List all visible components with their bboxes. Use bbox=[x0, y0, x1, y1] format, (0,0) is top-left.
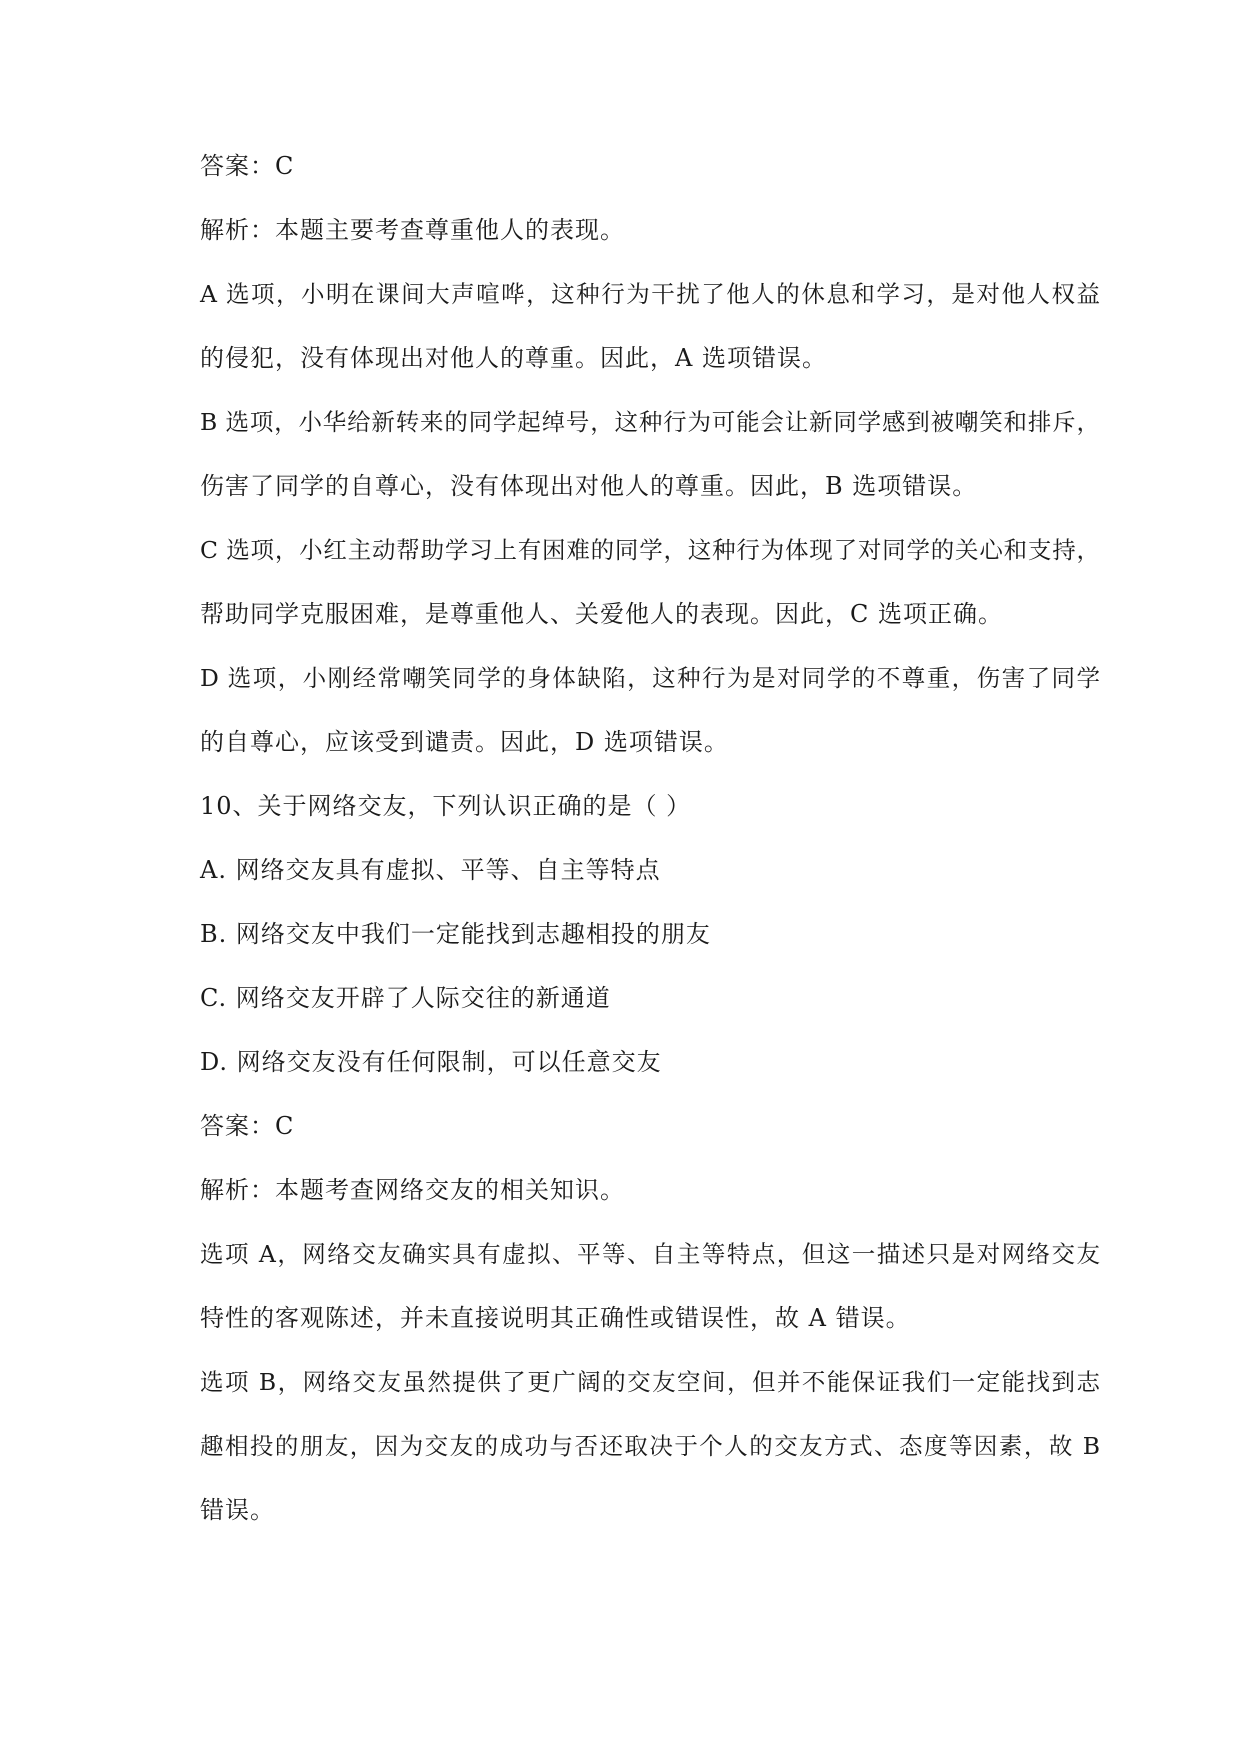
q10-option-b-analysis-line1: 选项 B，网络交友虽然提供了更广阔的交友空间，但并不能保证我们一定能找到志 bbox=[200, 1368, 1100, 1396]
q10-option-a: A. 网络交友具有虚拟、平等、自主等特点 bbox=[200, 856, 661, 884]
q9-option-a-analysis-line1: A 选项，小明在课间大声喧哗，这种行为干扰了他人的休息和学习，是对他人权益 bbox=[200, 280, 1100, 308]
q10-option-a-analysis-line2: 特性的客观陈述，并未直接说明其正确性或错误性，故 A 错误。 bbox=[200, 1304, 911, 1332]
q10-option-a-analysis-line1: 选项 A，网络交友确实具有虚拟、平等、自主等特点，但这一描述只是对网络交友 bbox=[200, 1240, 1100, 1268]
q10-analysis-title: 解析：本题考查网络交友的相关知识。 bbox=[200, 1176, 625, 1204]
q9-option-c-analysis-line1: C 选项，小红主动帮助学习上有困难的同学，这种行为体现了对同学的关心和支持， bbox=[200, 536, 1100, 564]
q9-option-d-analysis-line2: 的自尊心，应该受到谴责。因此，D 选项错误。 bbox=[200, 728, 729, 756]
q10-option-c: C. 网络交友开辟了人际交往的新通道 bbox=[200, 984, 611, 1012]
q9-option-b-analysis-line1: B 选项，小华给新转来的同学起绰号，这种行为可能会让新同学感到被嘲笑和排斥， bbox=[200, 408, 1100, 436]
q9-option-b-analysis-line2: 伤害了同学的自尊心，没有体现出对他人的尊重。因此，B 选项错误。 bbox=[200, 472, 978, 500]
q9-option-a-analysis-line2: 的侵犯，没有体现出对他人的尊重。因此，A 选项错误。 bbox=[200, 344, 827, 372]
q9-answer: 答案：C bbox=[200, 152, 295, 180]
q9-option-c-analysis-line2: 帮助同学克服困难，是尊重他人、关爱他人的表现。因此，C 选项正确。 bbox=[200, 600, 1003, 628]
q9-analysis-title: 解析：本题主要考查尊重他人的表现。 bbox=[200, 216, 625, 244]
q10-option-b: B. 网络交友中我们一定能找到志趣相投的朋友 bbox=[200, 920, 711, 948]
q10-answer: 答案：C bbox=[200, 1112, 295, 1140]
q10-question: 10、关于网络交友，下列认识正确的是（ ） bbox=[200, 792, 692, 820]
q10-option-d: D. 网络交友没有任何限制，可以任意交友 bbox=[200, 1048, 662, 1076]
q10-option-b-analysis-line2: 趣相投的朋友，因为交友的成功与否还取决于个人的交友方式、态度等因素，故 B bbox=[200, 1432, 1100, 1460]
q9-option-d-analysis-line1: D 选项，小刚经常嘲笑同学的身体缺陷，这种行为是对同学的不尊重，伤害了同学 bbox=[200, 664, 1100, 692]
q10-option-b-analysis-line3: 错误。 bbox=[200, 1496, 275, 1524]
